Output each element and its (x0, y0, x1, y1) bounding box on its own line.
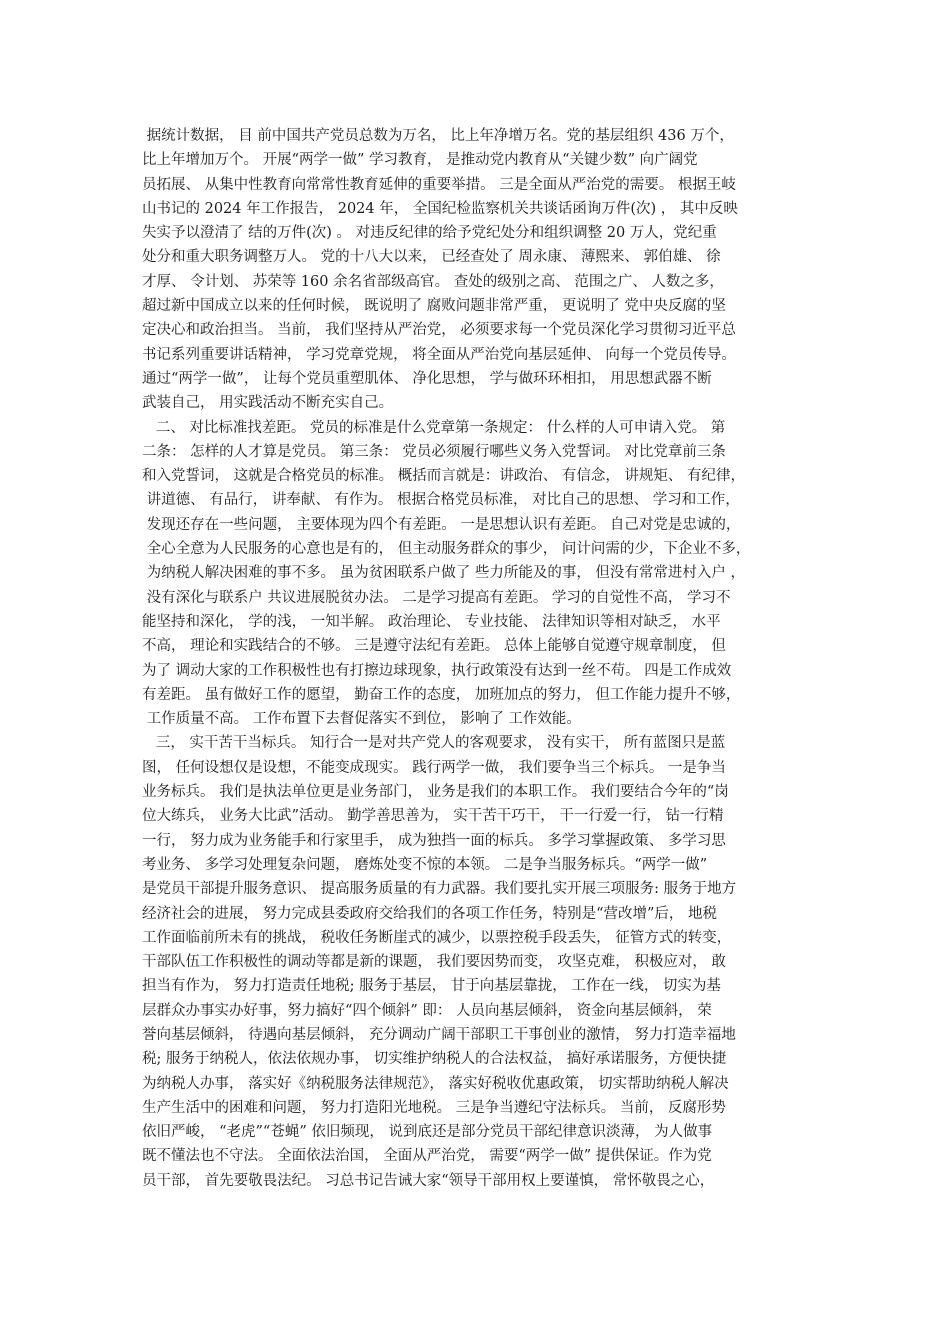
text-line: 超过新中国成立以来的任何时候， 既说明了 腐败问题非常严重， 更说明了 党中央反腐的坚 (142, 298, 726, 315)
text-line: 为了 调动大家的工作积极性也有打擦边球现象，执行政策没有达到一丝不苟。 四是工作成效 (142, 662, 732, 679)
text-line: 定决心和政治担当。 当前， 我们坚持从严治党， 必须要求每一个党员深化学习贯彻习近平总 (142, 322, 736, 339)
text-line: 和入党誓词， 这就是合格党员的标准。 概括而言就是：讲政治、 有信念， 讲规矩、 有纪律， (142, 468, 746, 485)
text-line: 失实予以澄清了 结的万件(次) 。 对违反纪律的给予党纪处分和组织调整 20 万人，党纪重 (142, 225, 717, 242)
text-line: 担当有作为， 努力打造责任地税; 服务于基层， 甘于向基层靠拢， 工作在一线， 切实为基 (142, 978, 721, 995)
text-line: 讲道德、 有品行， 讲奉献、 有作为。 根据合格党员标准， 对比自己的思想、 学习和工作， (142, 492, 740, 509)
text-line: 发现还存在一些问题， 主要体现为四个有差距。 一是思想认识有差距。 自己对党是忠诚的， (142, 516, 741, 533)
text-line: 既不懂法也不守法。 全面依法治国， 全面从严治党， 需要“两学一做” 提供保证。作为党 (142, 1148, 712, 1165)
text-line: 能坚持和深化， 学的浅， 一知半解。 政治理论、 专业技能、 法律知识等相对缺乏， 水平 (142, 613, 721, 630)
text-line: 工作质量不高。 工作布置下去督促落实不到位， 影响了 工作效能。 (142, 711, 581, 728)
text-line: 二、 对比标准找差距。 党员的标准是什么党章第一条规定： 什么样的人可申请入党。 第 (142, 419, 726, 436)
text-line: 书记系列重要讲话精神， 学习党章党规， 将全面从严治党向基层延伸、 向每一个党员传导。 (142, 346, 736, 363)
text-line: 武装自己， 用实践活动不断充实自己。 (142, 395, 394, 412)
text-line: 经济社会的进展， 努力完成县委政府交给我们的各项工作任务，特别是“营改增”后， 地税 (142, 905, 718, 922)
text-line: 干部队伍工作积极性的调动等都是新的课题， 我们要因势而变， 攻坚克难， 积极应对， 敢 (142, 954, 726, 971)
text-line: 业务标兵。 我们是执法单位更是业务部门， 业务是我们的本职工作。 我们要结合今年的“岗 (142, 784, 729, 801)
text-line: 不高， 理论和实践结合的不够。 三是遵守法纪有差距。 总体上能够自觉遵守规章制度， 但 (142, 638, 726, 655)
text-line: 比上年增加万个。 开展“两学一做” 学习教育， 是推动党内教育从“关键少数” 向广阔党 (142, 152, 698, 169)
text-line: 是党员干部提升服务意识、 提高服务质量的有力武器。我们要扎实开展三项服务: 服务于地方 (142, 881, 737, 898)
text-line: 据统计数据， 目 前中国共产党员总数为万名， 比上年净增万名。党的基层组织 436 万个， (142, 128, 734, 144)
text-line: 员拓展、 从集中性教育向常常性教育延伸的重要举措。 三是全面从严治党的需要。 根据王岐 (142, 176, 736, 193)
text-line: 员干部， 首先要敬畏法纪。 习总书记告诫大家“领导干部用权上要谨慎， 常怀敬畏之心， (142, 1172, 715, 1189)
text-line: 二条： 怎样的人才算是党员。 第三条： 党员必须履行哪些义务入党誓词。 对比党章前三条 (142, 443, 726, 460)
text-line: 图， 任何设想仅是设想，不能变成现实。 践行两学一做， 我们要争当三个标兵。 一是争当 (142, 759, 726, 776)
text-line: 生产生活中的困难和问题， 努力打造阳光地税。 三是争当遵纪守法标兵。 当前， 反腐形势 (142, 1099, 726, 1116)
text-line: 税; 服务于纳税人，依法依规办事， 切实维护纳税人的合法权益， 搞好承诺服务，方便快捷 (142, 1051, 727, 1068)
text-line: 才厚、 令计划、 苏荣等 160 余名省部级高官。 查处的级别之高、 范围之广、 人数之多， (142, 273, 724, 290)
text-line: 工作面临前所未有的挑战， 税收任务断崖式的减少，以票控税手段丢失， 征管方式的转变， (142, 929, 732, 946)
text-line: 依旧严峻， “老虎”“苍蝇” 依旧频现， 说到底还是部分党员干部纪律意识淡薄， 为人做事 (142, 1124, 713, 1141)
text-line: 通过“两学一做”， 让每个党员重塑肌体、 净化思想， 学与做环环相扣， 用思想武器不断 (142, 370, 712, 387)
text-line: 考业务、 多学习处理复杂问题， 磨炼处变不惊的本领。 二是争当服务标兵。“两学一做” (142, 856, 708, 873)
text-line: 誉向基层倾斜， 待遇向基层倾斜， 充分调动广阔干部职工干事创业的激情， 努力打造幸福地 (142, 1026, 736, 1043)
body-text (142, 124, 822, 1193)
text-line: 位大练兵， 业务大比武”活动。 勤学善思善为， 实干苦干巧干， 干一行爱一行， 钻一行精 (142, 808, 724, 825)
text-line: 处分和重大职务调整万人。 党的十八大以来， 已经查处了 周永康、 薄熙来、 郭伯雄、 徐 (142, 249, 721, 266)
text-line: 为纳税人解决困难的事不多。 虽为贫困联系户做了 些力所能及的事， 但没有常常进村入户 ， (142, 565, 746, 582)
text-line: 三， 实干苦干当标兵。 知行合一是对共产党人的客观要求， 没有实干， 所有蓝图只是蓝 (142, 735, 726, 752)
text-line: 全心全意为人民服务的心意也是有的， 但主动服务群众的事少， 问计问需的少，下企业不多， (142, 541, 751, 558)
text-line: 没有深化与联系户 共议进展脱贫办法。 二是学习提高有差距。 学习的自觉性不高， 学习不 (142, 589, 731, 606)
text-line: 一行， 努力成为业务能手和行家里手， 成为独挡一面的标兵。 多学习掌握政策、 多学习思 (142, 832, 726, 849)
text-line: 层群众办事实办好事，努力搞好“四个倾斜” 即： 人员向基层倾斜， 资金向基层倾斜， 荣 (142, 1002, 712, 1019)
text-line: 为纳税人办事， 落实好《纳税服务法律规范》， 落实好税收优惠政策， 切实帮助纳税人解决 (142, 1075, 729, 1092)
text-line: 有差距。 虽有做好工作的愿望， 勤奋工作的态度， 加班加点的努力， 但工作能力提升不够， (142, 686, 741, 703)
text-line: 山书记的 2024 年工作报告， 2024 年， 全国纪检监察机关共谈话函询万件(次) ， 其中反映 (142, 200, 738, 217)
